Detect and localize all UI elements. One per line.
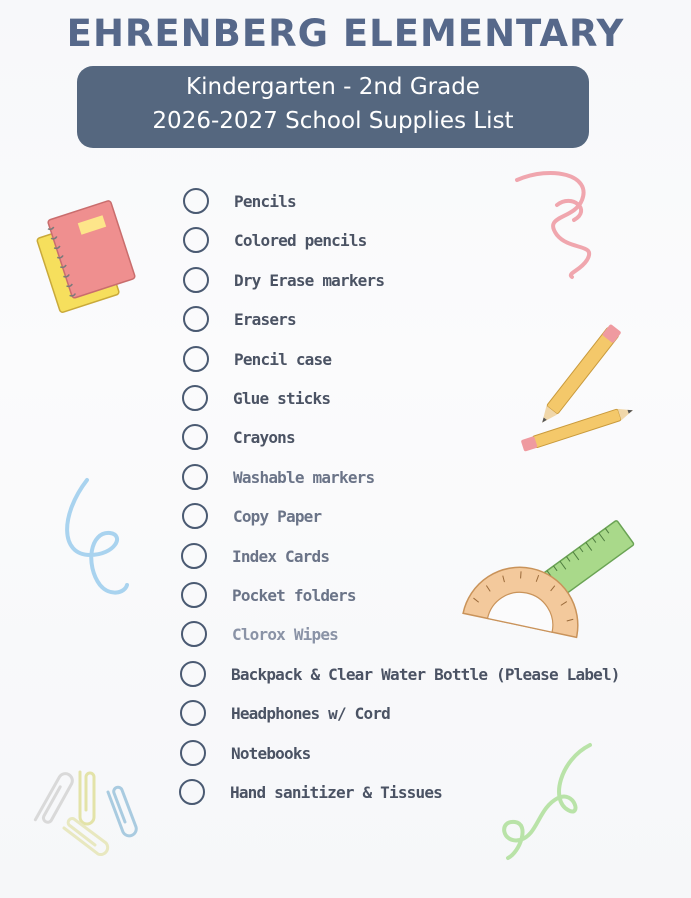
supply-label: Washable markers xyxy=(233,467,375,487)
checkbox-circle-icon[interactable] xyxy=(182,424,208,450)
supply-label: Pocket folders xyxy=(232,585,356,605)
supply-label: Glue sticks xyxy=(233,388,331,408)
supply-item xyxy=(180,659,620,689)
supply-item xyxy=(182,462,374,492)
supply-item xyxy=(183,304,296,334)
checkbox-circle-icon[interactable] xyxy=(180,740,206,766)
checkbox-circle-icon[interactable] xyxy=(183,267,209,293)
grade-range: Kindergarten - 2nd Grade xyxy=(186,74,480,100)
supply-label: Pencils xyxy=(234,191,296,211)
supply-item xyxy=(181,580,356,610)
supply-label: Copy Paper xyxy=(233,506,322,526)
checkbox-circle-icon[interactable] xyxy=(181,582,207,608)
supply-label: Dry Erase markers xyxy=(234,270,385,290)
supply-item xyxy=(182,501,321,531)
supply-label: Backpack & Clear Water Bottle (Please Label) xyxy=(231,664,620,684)
supply-item xyxy=(183,265,384,295)
supply-label: Notebooks xyxy=(231,743,311,763)
supply-label: Erasers xyxy=(234,309,296,329)
checkbox-circle-icon[interactable] xyxy=(181,621,207,647)
checkbox-circle-icon[interactable] xyxy=(180,700,206,726)
checkbox-circle-icon[interactable] xyxy=(183,346,209,372)
checkbox-circle-icon[interactable] xyxy=(179,779,205,805)
supply-item xyxy=(183,344,331,374)
checkbox-circle-icon[interactable] xyxy=(180,661,206,687)
supply-label: Colored pencils xyxy=(234,230,367,250)
supply-label: Index Cards xyxy=(232,546,330,566)
supply-label: Crayons xyxy=(233,427,295,447)
checkbox-circle-icon[interactable] xyxy=(183,227,209,253)
supply-item xyxy=(181,541,329,571)
checkbox-circle-icon[interactable] xyxy=(181,543,207,569)
checkbox-circle-icon[interactable] xyxy=(182,464,208,490)
supply-item xyxy=(183,225,367,255)
supply-item xyxy=(182,422,295,452)
checkbox-circle-icon[interactable] xyxy=(182,503,208,529)
checkbox-circle-icon[interactable] xyxy=(183,188,209,214)
supply-label: Pencil case xyxy=(234,349,332,369)
supply-item xyxy=(181,619,338,649)
supply-item xyxy=(179,777,442,807)
supply-item xyxy=(183,186,296,216)
supply-label: Clorox Wipes xyxy=(232,624,338,644)
supply-item xyxy=(182,383,330,413)
checkbox-circle-icon[interactable] xyxy=(182,385,208,411)
supply-item xyxy=(180,698,390,728)
checkbox-circle-icon[interactable] xyxy=(183,306,209,332)
supply-label: Headphones w/ Cord xyxy=(231,703,390,723)
supply-label: Hand sanitizer & Tissues xyxy=(230,782,442,802)
list-title: 2026-2027 School Supplies List xyxy=(152,108,514,134)
supply-item xyxy=(180,738,311,768)
school-name: EHRENBERG ELEMENTARY xyxy=(66,12,625,55)
